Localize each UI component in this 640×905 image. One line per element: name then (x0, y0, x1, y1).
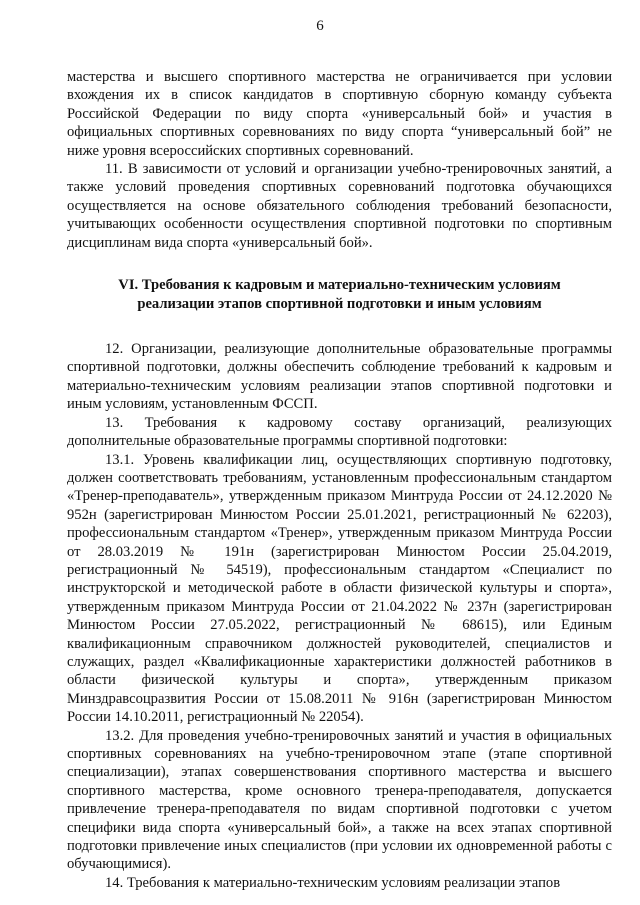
section-heading-line-2: реализации этапов спортивной подготовки и иным условиям (137, 296, 542, 313)
page-number: 6 (316, 18, 324, 34)
paragraph-12: 12. Организации, реализующие дополнительные образовательные программы спортивной подготовки, должны обеспечить соблюдение требований к кадровым и материально-техническим условиям реализации этапов спортивной подготовки и иным условиям, установленным ФССП. (67, 341, 612, 413)
paragraph-continuation: мастерства и высшего спортивного мастерства не ограничивается при условии вхождения их в список кандидатов в спортивную сборную команду субъекта Российской Федерации по виду спорта «универсальный бой» и участия в официальных спортивных соревнованиях по виду спорта “универсальный бой” не ниже уровня всероссийских спортивных соревнований. (67, 69, 612, 159)
section-heading (67, 276, 612, 314)
paragraph-13-1: 13.1. Уровень квалификации лиц, осуществляющих спортивную подготовку, должен соответствовать требованиям, установленным профессиональным стандартом «Тренер-преподаватель», утвержденным приказом Минтруда России от 24.12.2020 № 952н (зарегистрирован Минюстом России 25.01.2021, регистрационный № 62203), профессиональным стандартом «Тренер», утвержденным приказом Минтруда России от 28.03.2019 № 191н (зарегистрирован Минюстом России 25.04.2019, регистрационный № 54519), профессиональным стандартом «Специалист по инструкторской и методической работе в области физической культуры и спорта», утвержденным приказом Минтруда России от 21.04.2022 № 237н (зарегистрирован Минюстом России 27.05.2022, регистрационный № 68615), или Единым квалификационным справочником должностей руководителей, специалистов и служащих, раздел «Квалификационные характеристики должностей работников в области физической культуры и спорта», утвержденным приказом Минздравсоцразвития России от 15.08.2011 № 916н (зарегистрирован Минюстом России 14.10.2011, регистрационный № 22054). (67, 451, 612, 726)
paragraph-13-2: 13.2. Для проведения учебно-тренировочных занятий и участия в официальных спортивных соревнованиях на учебно-тренировочном этапе (этапе спортивной специализации), этапах совершенствования спортивного мастерства и высшего спортивного мастерства, кроме основного тренера-преподавателя, допускается привлечение тренера-преподавателя по видам спортивной подготовки с учетом специфики вида спорта «универсальный бой», а также на всех этапах спортивной подготовки привлечение иных специалистов (при условии их одновременной работы с обучающимися). (67, 727, 612, 873)
paragraph-13: 13. Требования к кадровому составу организаций, реализующих дополнительные образовательные программы спортивной подготовки: (67, 414, 612, 450)
paragraph-14: 14. Требования к материально-техническим условиям реализации этапов (105, 874, 561, 891)
section-heading-line-1: VI. Требования к кадровым и материально-техническим условиям (118, 277, 561, 294)
paragraph-11: 11. В зависимости от условий и организации учебно-тренировочных занятий, а также условий проведения спортивных соревнований подготовка обучающихся осуществляется на основе обязательного соблюдения требований безопасности, учитывающих особенности осуществления спортивной подготовки по спортивным дисциплинам вида спорта «универсальный бой». (67, 161, 612, 251)
document-body (67, 68, 612, 892)
